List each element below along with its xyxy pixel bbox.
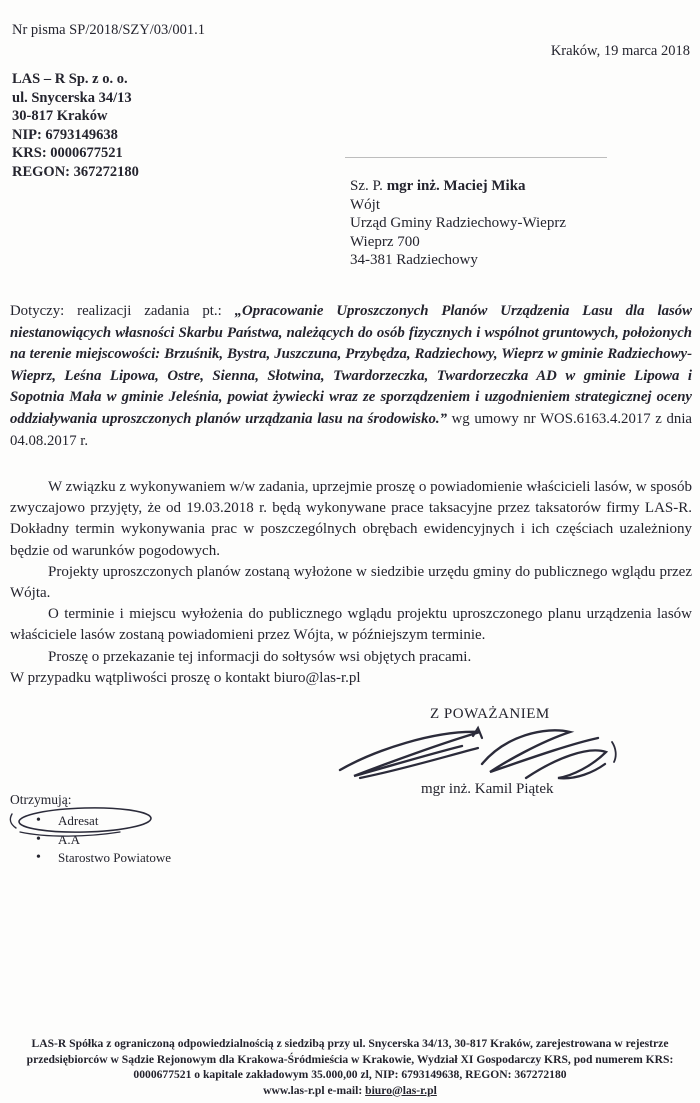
sender-company-name: LAS – R Sp. z o. o.	[12, 71, 128, 87]
recipient-block	[350, 177, 566, 270]
distribution-item-starostwo: • Starostwo Powiatowe	[10, 849, 171, 867]
body-paragraph: Projekty uproszczonych planów zostaną wyłożone w siedzibie urzędu gminy do publicznego wglądu przez Wójta.	[10, 563, 692, 602]
sender-nip: NIP: 6793149638	[12, 126, 118, 143]
handwritten-signature	[330, 722, 630, 789]
footer	[12, 1036, 688, 1098]
signer-name: mgr inż. Kamil Piątek	[421, 781, 554, 797]
footer-email-link: biuro@las-r.pl	[365, 1083, 437, 1097]
recipient-title: Wójt	[350, 196, 380, 213]
place-date-line: Kraków, 19 marca 2018	[550, 43, 690, 59]
distribution-item-aa: • A.A	[10, 831, 171, 849]
recipient-office: Urząd Gminy Radziechowy-Wieprz	[350, 215, 566, 231]
sender-regon: REGON: 367272180	[12, 163, 139, 180]
contact-line: W przypadku wątpliwości proszę o kontakt biuro@las-r.pl	[10, 669, 361, 686]
distribution-heading: Otrzymują:	[10, 792, 72, 807]
closing-salutation: Z POWAŻANIEM	[430, 706, 550, 722]
footer-legal-text: LAS-R Spółka z ograniczoną odpowiedzialnością z siedzibą przy ul. Snycerska 34/13, 30-817 Kraków, zarejestrowana w rejestrze przedsiębiorców w Sądzie Rejonowym dla Krakowa-Śródmieścia w Krakowie, Wydział XI Gospodarczy KRS, pod numerem KRS: 0000677521 o kapitale zakładowym 35.000,00 zl, NIP: 6793149638, REGON: 367272180	[26, 1037, 674, 1081]
sender-block	[12, 70, 139, 181]
body-paragraph: Proszę o przekazanie tej informacji do sołtysów wsi objętych pracami.	[48, 648, 472, 665]
body-paragraph: W związku z wykonywaniem w/w zadania, uprzejmie proszę o powiadomienie właścicieli lasów, w sposób zwyczajowo przyjęty, że od 19.03.2018 r. będą wykonywane prace taksacyjne przez taksatorów firmy LAS-R. Dokładny termin wykonywania prac w poszczególnych obrębach ewidencyjnych i ich częściach uzależniony będzie od warunków pogodowych.	[10, 479, 692, 559]
recipient-salutation: Sz. P.	[350, 178, 387, 194]
letter-body	[10, 477, 692, 689]
footer-site-email-prefix: www.las-r.pl e-mail:	[263, 1083, 366, 1097]
signature-image	[330, 722, 630, 784]
recipient-name-line	[350, 177, 566, 196]
divider-line	[345, 157, 607, 158]
distribution-list	[10, 812, 171, 867]
recipient-city: 34-381 Radziechowy	[350, 252, 478, 268]
distribution-item-adresat: • Adresat	[10, 812, 171, 830]
body-paragraph: O terminie i miejscu wyłożenia do publicznego wglądu projektu uproszczonego planu urządzenia lasów właściciele lasów zostaną powiadomieni przez Wójta, w późniejszym terminie.	[10, 606, 692, 644]
sender-street: ul. Snycerska 34/13	[12, 89, 132, 106]
subject-paragraph	[10, 301, 692, 452]
subject-task-title: „Opracowanie Uproszczonych Planów Urządzenia Lasu dla lasów niestanowiących własności Skarbu Państwa, należących do osób fizycznych i wspólnot gruntowych, położonych na terenie miejscowości: Brzuśnik, Bystra, Juszczuna, Przybędza, Radziechowy, Wieprz w gminie Radziechowy-Wieprz, Leśna Lipowa, Ostre, Sienna, Słotwina, Twardorzeczka, Twardorzeczka AD w gminie Lipowa i Sopotnia Mała w gminie Jeleśnia, powiat żywiecki wraz ze sporządzeniem i uzgodnieniem strategicznej oceny oddziaływania uproszczonych planów urządzania lasu na środowisko.”	[10, 303, 693, 427]
sender-city: 30-817 Kraków	[12, 108, 108, 124]
distribution-block	[10, 792, 171, 868]
reference-number: Nr pisma SP/2018/SZY/03/001.1	[12, 22, 205, 38]
recipient-street: Wieprz 700	[350, 233, 420, 250]
subject-prefix: Dotyczy: realizacji zadania pt.:	[10, 303, 235, 319]
recipient-name: mgr inż. Maciej Mika	[386, 178, 526, 194]
sender-krs: KRS: 0000677521	[12, 145, 123, 161]
subject-suffix: wg umowy nr WOS.6163.4.2017 z dnia 04.08.2017 r.	[10, 410, 692, 449]
